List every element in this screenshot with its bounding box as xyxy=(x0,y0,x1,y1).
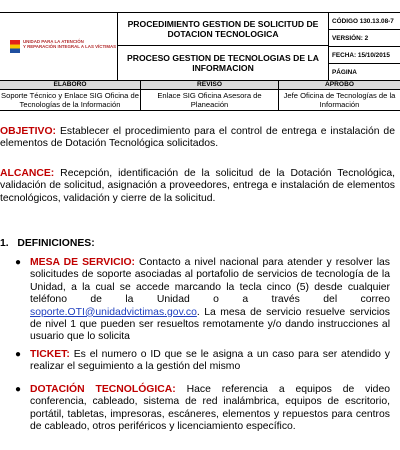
item-term: DOTACIÓN TECNOLÓGICA: xyxy=(30,384,176,395)
objetivo-paragraph xyxy=(0,126,395,151)
item-term: TICKET: xyxy=(30,349,70,360)
procedure-title: PROCEDIMIENTO GESTION DE SOLICITUD DE DOTACION TECNOLOGICA xyxy=(117,12,329,46)
alcance-paragraph xyxy=(0,168,395,205)
aprobo-column xyxy=(278,81,400,111)
logo-cell xyxy=(0,12,118,81)
unidad-victimas-logo xyxy=(10,37,117,57)
flag-icon xyxy=(10,40,20,53)
bullet-icon: ● xyxy=(15,349,22,360)
definiciones-heading: 1. DEFINICIONES: xyxy=(0,238,95,249)
item-term: MESA DE SERVICIO: xyxy=(30,257,136,268)
support-email-link[interactable]: soporte.OTI@unidadvictimas.gov.co xyxy=(30,306,197,318)
document-header xyxy=(0,12,400,81)
reviso-label: REVISÓ xyxy=(141,81,278,90)
reviso-value: Enlace SIG Oficina Asesora de Planeación xyxy=(157,91,262,109)
aprobo-value: Jefe Oficina de Tecnologías de la Información xyxy=(283,91,396,109)
bullet-icon: ● xyxy=(15,384,22,395)
logo-text: UNIDAD PARA LA ATENCIÓN Y REPARACIÓN INTEGRAL A LAS VÍCTIMAS xyxy=(23,39,117,50)
item-text: Es el numero o ID que se le asigna a un caso para ser atendido y realizar el seguimiento a la gestión del mismo xyxy=(30,349,390,373)
elaboro-label: ELABORÓ xyxy=(0,81,140,90)
bullet-icon: ● xyxy=(15,257,22,268)
doc-version: VERSIÓN: 2 xyxy=(328,29,400,47)
item-text: Hace referencia a equipos de video conferencia, cableado, sistema de red inalámbrica, equipos de escritorio, portátil, tabletas, impresoras, escáneres, elementos y repuestos para centros de cableado, otros periféricos y licenciamiento específico. xyxy=(30,384,390,433)
alcance-label: ALCANCE: xyxy=(0,168,55,179)
reviso-column xyxy=(140,81,279,111)
item-text: Contacto a nivel nacional para atender y resolver las solicitudes de soporte asociadas al portafolio de servicios de tecnología de la Unidad, a la cual se accede marcando la tecla cinco (5) desde cualquier teléfono de la Unidad o a través del correo xyxy=(30,257,390,306)
objetivo-label: OBJETIVO: xyxy=(0,126,57,137)
list-item xyxy=(15,349,390,374)
elaboro-value: Soporte Técnico y Enlace SIG Oficina de Tecnologías de la Información xyxy=(1,91,139,109)
doc-page: PÁGINA xyxy=(328,63,400,81)
aprobo-label: APROBÓ xyxy=(279,81,400,90)
alcance-text: Recepción, identificación de la solicitud de la Dotación Tecnológica, validación de solicitud, asignación a proveedores, entrega e instalación de elementos tecnológicos, validación y cierre de la solicitud. xyxy=(0,168,395,204)
list-item xyxy=(15,257,390,344)
elaboro-column xyxy=(0,81,141,111)
objetivo-text: Establecer el procedimiento para el control de entrega e instalación de elementos de Dotación Tecnológica solicitados. xyxy=(0,126,395,150)
process-title: PROCESO GESTION DE TECNOLOGIAS DE LA INFORMACION xyxy=(117,45,329,81)
list-item xyxy=(15,384,390,434)
approval-table xyxy=(0,81,400,111)
item-text-cont: . La mesa de servicio resuelve servicios de nivel 1 que pueden ser resueltos remotamente y/o dando instrucciones al usuario que lo solicita xyxy=(30,306,390,343)
doc-date: FECHA: 15/10/2015 xyxy=(328,46,400,64)
doc-code: CÓDIGO 130.13.08-7 xyxy=(328,12,400,30)
